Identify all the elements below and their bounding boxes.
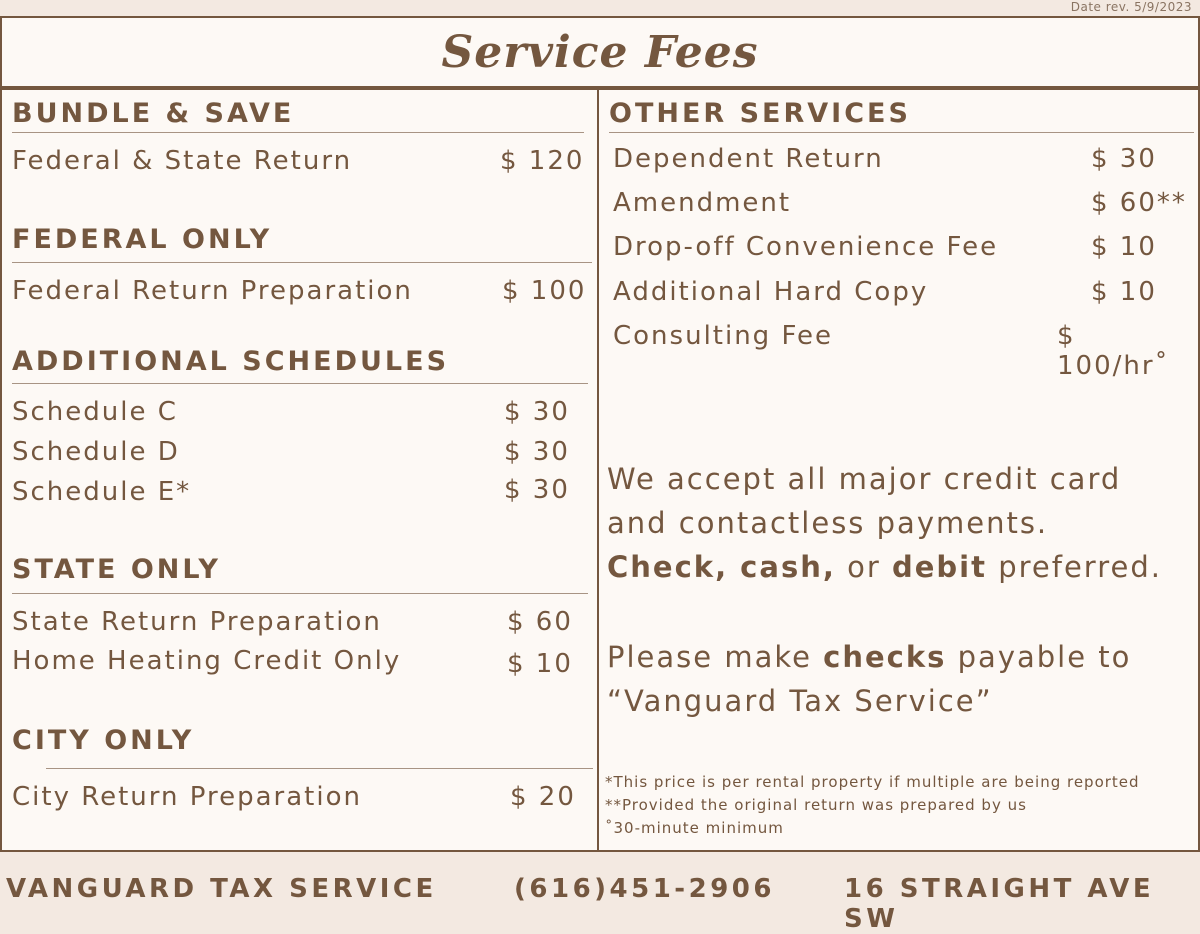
footnote: *This price is per rental property if multiple are being reported xyxy=(605,773,1140,791)
fee-label: Schedule C xyxy=(12,397,178,427)
fee-label: Home Heating Credit Only xyxy=(12,646,402,676)
fee-price: $ 30 xyxy=(504,475,570,505)
fee-price: $ 60 xyxy=(507,607,573,637)
fee-label: State Return Preparation xyxy=(12,607,382,637)
payment-line: We accept all major credit card xyxy=(607,462,1122,496)
payment-note xyxy=(607,457,1162,589)
section-heading-state: STATE ONLY xyxy=(12,554,221,585)
fee-price: $ 100/hr˚ xyxy=(1057,321,1170,381)
fee-label: City Return Preparation xyxy=(12,782,362,812)
checks-line: “Vanguard Tax Service” xyxy=(607,684,993,718)
divider xyxy=(609,132,1194,133)
section-heading-federal: FEDERAL ONLY xyxy=(12,224,273,255)
fee-price: $ 60** xyxy=(1091,188,1187,218)
right-panel xyxy=(599,88,1200,852)
checks-line: Please make checks payable to xyxy=(607,640,1132,674)
section-heading-city: CITY ONLY xyxy=(12,725,195,756)
payment-line: Check, cash, or debit preferred. xyxy=(607,550,1162,584)
fee-label: Dependent Return xyxy=(613,144,884,174)
divider xyxy=(46,768,593,769)
section-heading-other: OTHER SERVICES xyxy=(609,98,911,129)
divider xyxy=(12,262,592,263)
fee-price: $ 20 xyxy=(510,782,576,812)
title-banner xyxy=(0,16,1200,88)
fee-label: Federal Return Preparation xyxy=(12,276,413,306)
fee-price: $ 30 xyxy=(504,397,570,427)
footnote: **Provided the original return was prepared by us xyxy=(605,796,1027,814)
fee-label: Drop-off Convenience Fee xyxy=(613,232,999,262)
section-heading-schedules: ADDITIONAL SCHEDULES xyxy=(12,346,450,377)
payment-line: and contactless payments. xyxy=(607,506,1049,540)
fee-price: $ 10 xyxy=(1091,277,1157,307)
fee-price: $ 100 xyxy=(502,276,587,306)
fee-price: $ 10 xyxy=(1091,232,1157,262)
fee-price: $ 30 xyxy=(504,437,570,467)
fee-label: Consulting Fee xyxy=(613,321,833,351)
divider xyxy=(12,383,588,384)
page-title: Service Fees xyxy=(441,26,759,78)
fee-price: $ 30 xyxy=(1091,144,1157,174)
fee-price: $ 10 xyxy=(507,649,573,679)
fee-label: Schedule D xyxy=(12,437,180,467)
fee-label: Federal & State Return xyxy=(12,146,353,176)
footnote: ˚30-minute minimum xyxy=(605,819,784,837)
footer-phone: (616)451-2906 xyxy=(514,874,775,904)
fee-label: Additional Hard Copy xyxy=(613,277,929,307)
footer-address: 16 STRAIGHT AVE SW xyxy=(844,874,1155,934)
footer-business-name: VANGUARD TAX SERVICE xyxy=(6,874,437,904)
divider xyxy=(12,132,584,133)
section-heading-bundle: BUNDLE & SAVE xyxy=(12,98,295,129)
left-panel xyxy=(0,88,600,852)
date-revised: Date rev. 5/9/2023 xyxy=(1070,0,1192,14)
fee-price: $ 120 xyxy=(500,146,585,176)
fee-label: Amendment xyxy=(613,188,792,218)
checks-note xyxy=(607,635,1131,723)
divider xyxy=(12,593,588,594)
fee-label: Schedule E* xyxy=(12,477,192,507)
